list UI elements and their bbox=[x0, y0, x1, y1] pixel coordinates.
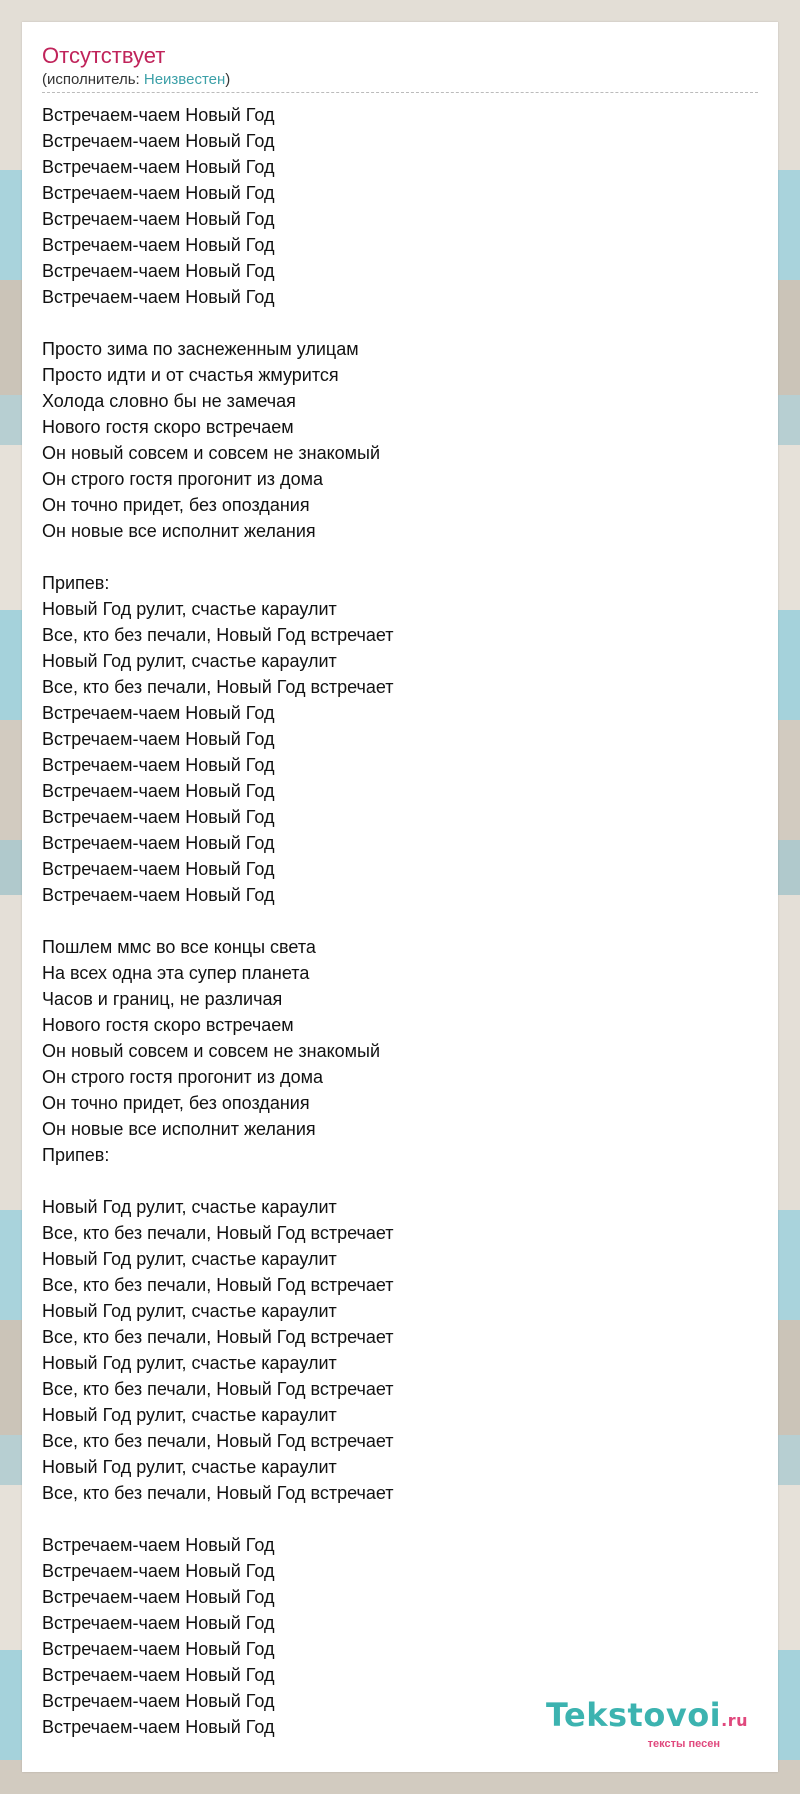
lyrics-line: Он точно придет, без опоздания bbox=[42, 1093, 310, 1113]
lyrics-blank-line bbox=[42, 1506, 758, 1532]
lyrics-line: Встречаем-чаем Новый Год bbox=[42, 209, 275, 229]
lyrics-line: Он новые все исполнит желания bbox=[42, 521, 316, 541]
lyrics-line: Встречаем-чаем Новый Год bbox=[42, 1535, 275, 1555]
logo-tagline: тексты песен bbox=[647, 1738, 720, 1750]
artist-prefix: (исполнитель: bbox=[42, 71, 144, 88]
lyrics-blank-line bbox=[42, 908, 758, 934]
lyrics-line: Новый Год рулит, счастье караулит bbox=[42, 599, 337, 619]
lyrics-line: Все, кто без печали, Новый Год встречает bbox=[42, 625, 394, 645]
artist-line bbox=[42, 70, 758, 90]
lyrics-line: Встречаем-чаем Новый Год bbox=[42, 859, 275, 879]
lyrics-line: Новый Год рулит, счастье караулит bbox=[42, 651, 337, 671]
lyrics-line: Новый Год рулит, счастье караулит bbox=[42, 1301, 337, 1321]
lyrics-line: Он новые все исполнит желания bbox=[42, 1119, 316, 1139]
lyrics-line: Припев: bbox=[42, 573, 110, 593]
artist-link[interactable]: Неизвестен bbox=[143, 71, 226, 88]
lyrics-line: Он строго гостя прогонит из дома bbox=[42, 469, 323, 489]
lyrics-line: Встречаем-чаем Новый Год bbox=[42, 1717, 275, 1737]
lyrics-line: Припев: bbox=[42, 1145, 110, 1165]
lyrics-line: Часов и границ, не различая bbox=[42, 989, 283, 1009]
lyrics-line: Все, кто без печали, Новый Год встречает bbox=[42, 1275, 394, 1295]
logo-name: Tekstovoi bbox=[545, 1696, 722, 1734]
song-header bbox=[42, 42, 758, 90]
lyrics-line: Встречаем-чаем Новый Год bbox=[42, 157, 275, 177]
lyrics-line: Встречаем-чаем Новый Год bbox=[42, 1691, 275, 1711]
lyrics-text bbox=[42, 102, 758, 1740]
lyrics-line: Просто зима по заснеженным улицам bbox=[42, 339, 359, 359]
lyrics-line: Встречаем-чаем Новый Год bbox=[42, 1613, 275, 1633]
lyrics-line: Все, кто без печали, Новый Год встречает bbox=[42, 1379, 394, 1399]
lyrics-line: Встречаем-чаем Новый Год bbox=[42, 833, 275, 853]
lyrics-line: Все, кто без печали, Новый Год встречает bbox=[42, 1327, 394, 1347]
lyrics-line: Все, кто без печали, Новый Год встречает bbox=[42, 677, 394, 697]
song-title: Отсутствует bbox=[42, 43, 166, 68]
lyrics-line: Все, кто без печали, Новый Год встречает bbox=[42, 1223, 394, 1243]
lyrics-blank-line bbox=[42, 544, 758, 570]
lyrics-line: Пошлем ммс во все концы света bbox=[42, 937, 316, 957]
lyrics-line: Встречаем-чаем Новый Год bbox=[42, 755, 275, 775]
lyrics-card bbox=[22, 22, 778, 1772]
lyrics-line: Встречаем-чаем Новый Год bbox=[42, 131, 275, 151]
site-logo[interactable] bbox=[546, 1698, 748, 1750]
lyrics-line: На всех одна эта супер планета bbox=[42, 963, 310, 983]
lyrics-line: Он строго гостя прогонит из дома bbox=[42, 1067, 323, 1087]
lyrics-line: Новый Год рулит, счастье караулит bbox=[42, 1197, 337, 1217]
lyrics-line: Встречаем-чаем Новый Год bbox=[42, 183, 275, 203]
lyrics-line: Встречаем-чаем Новый Год bbox=[42, 1587, 275, 1607]
header-divider bbox=[42, 92, 758, 93]
lyrics-line: Новый Год рулит, счастье караулит bbox=[42, 1249, 337, 1269]
lyrics-line: Он новый совсем и совсем не знакомый bbox=[42, 443, 381, 463]
lyrics-line: Встречаем-чаем Новый Год bbox=[42, 729, 275, 749]
lyrics-line: Нового гостя скоро встречаем bbox=[42, 417, 294, 437]
lyrics-line: Встречаем-чаем Новый Год bbox=[42, 261, 275, 281]
lyrics-line: Встречаем-чаем Новый Год bbox=[42, 781, 275, 801]
lyrics-line: Встречаем-чаем Новый Год bbox=[42, 1639, 275, 1659]
lyrics-line: Нового гостя скоро встречаем bbox=[42, 1015, 294, 1035]
lyrics-line: Встречаем-чаем Новый Год bbox=[42, 885, 275, 905]
lyrics-line: Встречаем-чаем Новый Год bbox=[42, 105, 275, 125]
lyrics-line: Он новый совсем и совсем не знакомый bbox=[42, 1041, 381, 1061]
lyrics-line: Холода словно бы не замечая bbox=[42, 391, 296, 411]
lyrics-line: Он точно придет, без опоздания bbox=[42, 495, 310, 515]
lyrics-line: Новый Год рулит, счастье караулит bbox=[42, 1457, 337, 1477]
lyrics-line: Встречаем-чаем Новый Год bbox=[42, 1561, 275, 1581]
lyrics-line: Просто идти и от счастья жмурится bbox=[42, 365, 339, 385]
logo-tld: .ru bbox=[721, 1711, 748, 1730]
lyrics-line: Встречаем-чаем Новый Год bbox=[42, 807, 275, 827]
lyrics-line: Встречаем-чаем Новый Год bbox=[42, 235, 275, 255]
lyrics-line: Все, кто без печали, Новый Год встречает bbox=[42, 1483, 394, 1503]
lyrics-line: Все, кто без печали, Новый Год встречает bbox=[42, 1431, 394, 1451]
lyrics-line: Новый Год рулит, счастье караулит bbox=[42, 1353, 337, 1373]
lyrics-line: Встречаем-чаем Новый Год bbox=[42, 287, 275, 307]
lyrics-blank-line bbox=[42, 310, 758, 336]
lyrics-blank-line bbox=[42, 1168, 758, 1194]
lyrics-line: Встречаем-чаем Новый Год bbox=[42, 703, 275, 723]
lyrics-line: Новый Год рулит, счастье караулит bbox=[42, 1405, 337, 1425]
artist-suffix: ) bbox=[225, 71, 231, 88]
lyrics-line: Встречаем-чаем Новый Год bbox=[42, 1665, 275, 1685]
